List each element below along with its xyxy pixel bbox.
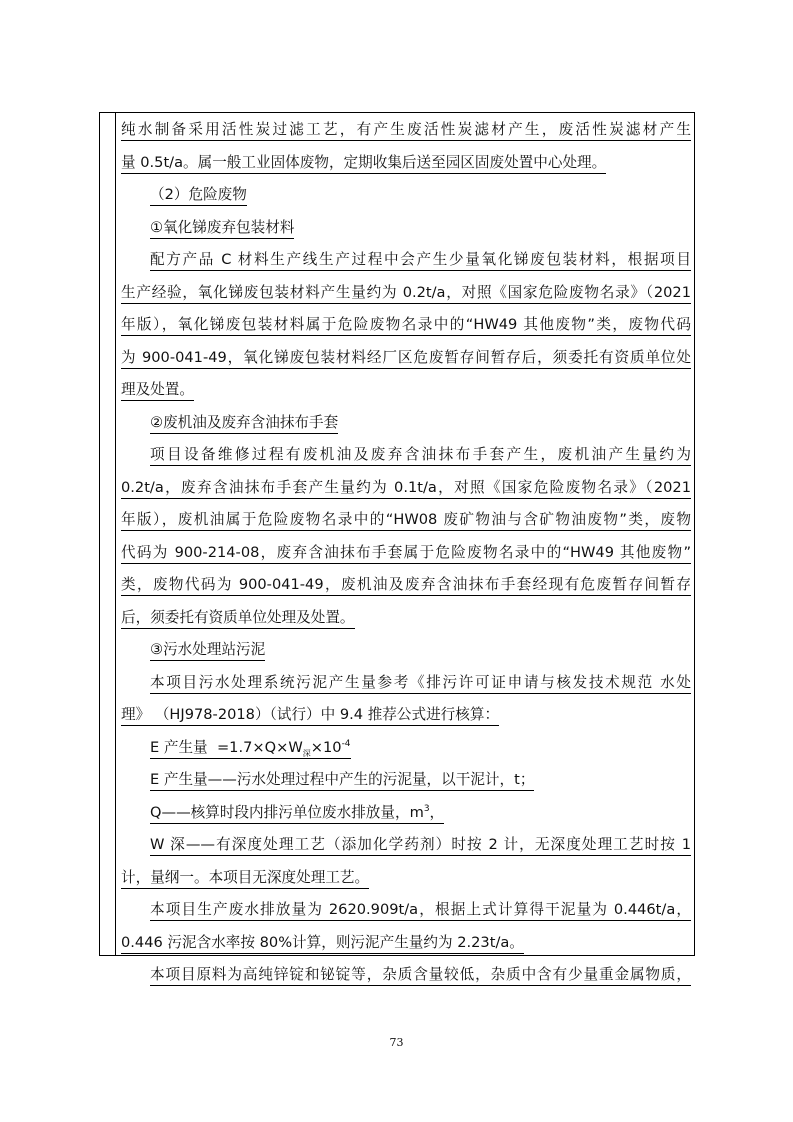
text-line: 0.2t/a，废弃含油抹布手套产生量约为 0.1t/a，对照《国家危险废物名录》（2021 — [121, 472, 691, 505]
q-def-sup: 3 — [423, 803, 430, 814]
definition-w: W 深——有深度处理工艺（添加化学药剂）时按 2 计，无深度处理工艺时按 1 — [121, 829, 691, 862]
document-body — [121, 114, 691, 992]
formula-line — [121, 732, 691, 765]
definition-q — [121, 797, 691, 830]
text-line: 为 900-041-49，氧化锑废包装材料经厂区危废暂存间暂存后，须委托有资质单位处 — [121, 342, 691, 375]
subsection-heading: ②废机油及废弃含油抹布手套 — [121, 407, 691, 440]
text-line: 本项目原料为高纯锌锭和铋锭等，杂质含量较低，杂质中含有少量重金属物质， — [121, 959, 691, 992]
text-line: 本项目生产废水排放量为 2620.909t/a，根据上式计算得干泥量为 0.446t/a， — [121, 894, 691, 927]
page-number: 73 — [389, 1036, 404, 1049]
text-line: 配方产品 C 材料生产线生产过程中会产生少量氧化锑废包装材料，根据项目 — [121, 244, 691, 277]
formula-eq: =1.7×Q×W — [216, 738, 303, 756]
text-line: 生产经验，氧化锑废包装材料产生量约为 0.2t/a，对照《国家危险废物名录》（2021 — [121, 277, 691, 310]
q-def-tail: ， — [429, 803, 445, 821]
section-heading: （2）危险废物 — [121, 179, 691, 212]
text-line: 0.446 污泥含水率按 80%计算，则污泥产生量约为 2.23t/a。 — [121, 927, 691, 960]
text-line: 项目设备维修过程有废机油及废弃含油抹布手套产生，废机油产生量约为 — [121, 439, 691, 472]
text-line: 代码为 900-214-08，废弃含油抹布手套属于危险废物名录中的“HW49 其他废物” — [121, 537, 691, 570]
text-line: 年版），氧化锑废包装材料属于危险废物名录中的“HW49 其他废物”类，废物代码 — [121, 309, 691, 342]
subsection-heading: ③污水处理站污泥 — [121, 634, 691, 667]
formula-times: ×10 — [310, 738, 342, 756]
text-line: 量 0.5t/a。属一般工业固体废物，定期收集后送至园区固废处置中心处理。 — [121, 147, 691, 180]
formula-exponent: -4 — [341, 738, 351, 749]
q-def-text: Q——核算时段内排污单位废水排放量，m — [150, 803, 424, 821]
text-line: 计，量纲一。本项目无深度处理工艺。 — [121, 862, 691, 895]
text-line: 理》 （HJ978-2018）（试行）中 9.4 推荐公式进行核算： — [121, 699, 691, 732]
text-line: 后，须委托有资质单位处理及处置。 — [121, 602, 691, 635]
formula-w-subscript: 深 — [302, 748, 311, 758]
text-line: 本项目污水处理系统污泥产生量参考《排污许可证申请与核发技术规范 水处 — [121, 667, 691, 700]
definition-e: E 产生量——污水处理过程中产生的污泥量，以干泥计，t； — [121, 764, 691, 797]
text-line: 类，废物代码为 900-041-49，废机油及废弃含油抹布手套经现有危废暂存间暂存 — [121, 569, 691, 602]
text-line: 纯水制备采用活性炭过滤工艺，有产生废活性炭滤材产生，废活性炭滤材产生 — [121, 114, 691, 147]
text-line: 年版），废机油属于危险废物名录中的“HW08 废矿物油与含矿物油废物”类，废物 — [121, 504, 691, 537]
column-divider — [115, 113, 116, 955]
text-line: 理及处置。 — [121, 374, 691, 407]
subsection-heading: ①氧化锑废弃包装材料 — [121, 212, 691, 245]
formula-lhs: E 产生量 — [150, 738, 208, 756]
